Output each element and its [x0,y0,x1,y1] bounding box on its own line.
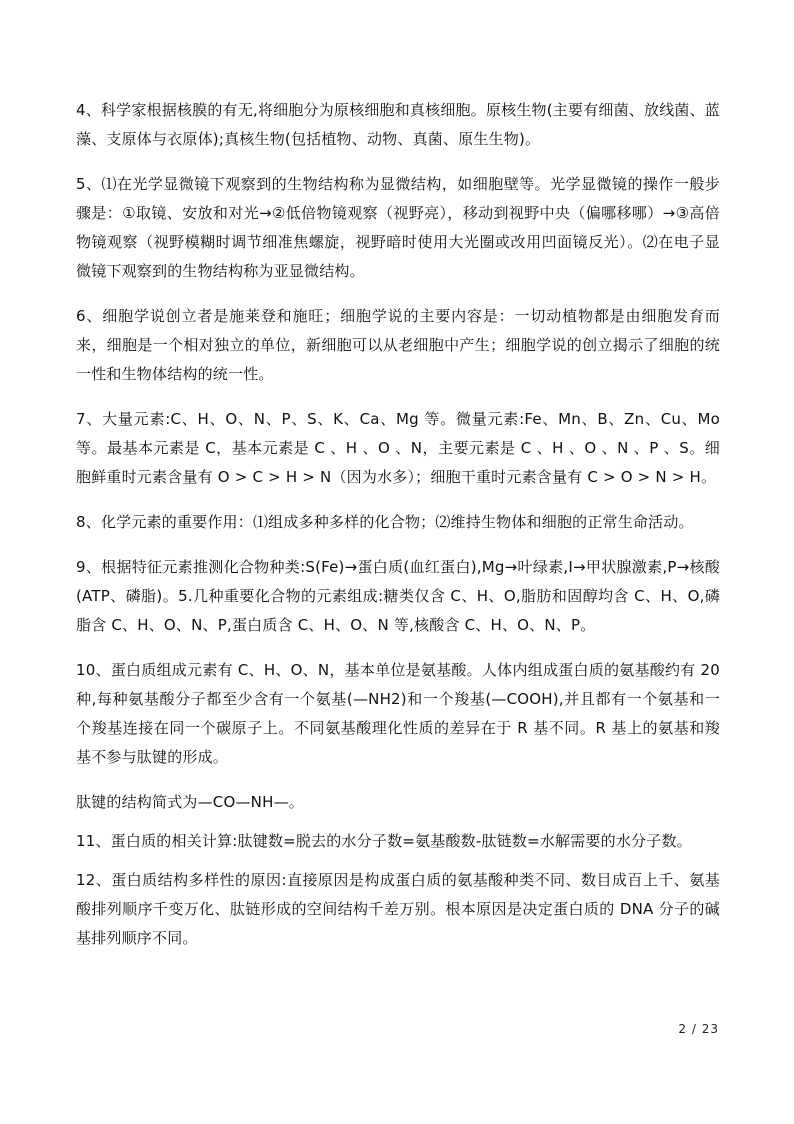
paragraph-11: 11、蛋白质的相关计算:肽键数=脱去的水分子数=氨基酸数-肽链数=水解需要的水分子数。 [76,832,692,850]
paragraph-7: 7、大量元素:C、H、O、N、P、S、K、Ca、Mg 等。微量元素:Fe、Mn、B、Zn、Cu、Mo 等。最基本元素是 C，基本元素是 C 、H 、O 、N，主要元素是 C 、H 、O 、N 、P 、S。细胞鲜重时元素含量有 O > C > H > N（因为水多）；细胞干重时元素含量有 C > O > N > H。 [76,410,720,486]
paragraph-10: 10、蛋白质组成元素有 C、H、O、N，基本单位是氨基酸。人体内组成蛋白质的氨基酸约有 20 种,每种氨基酸分子都至少含有一个氨基(—NH2)和一个羧基(—COOH),并且都有一个氨基和一个羧基连接在同一个碳原子上。不同氨基酸理化性质的差异在于 R 基不同。R 基上的氨基和羧基不参与肽键的形成。 [76,661,720,766]
paragraph-4: 4、科学家根据核膜的有无,将细胞分为原核细胞和真核细胞。原核生物(主要有细菌、放线菌、蓝藻、支原体与衣原体);真核生物(包括植物、动物、真菌、原生生物)。 [76,101,720,148]
page-content [76,96,720,969]
paragraph-12: 12、蛋白质结构多样性的原因:直接原因是构成蛋白质的氨基酸种类不同、数目成百上千、氨基酸排列顺序千变万化、肽链形成的空间结构千差万别。根本原因是决定蛋白质的 DNA 分子的碱基排列顺序不同。 [76,871,720,947]
paragraph-9: 9、根据特征元素推测化合物种类:S(Fe)→蛋白质(血红蛋白),Mg→叶绿素,I→甲状腺激素,P→核酸(ATP、磷脂)。5.几种重要化合物的元素组成:糖类仅含 C、H、O,脂肪和固醇均含 C、H、O,磷脂含 C、H、O、N、P,蛋白质含 C、H、O、N 等,核酸含 C、H、O、N、P。 [76,558,720,634]
page-number: 2 / 23 [678,1022,719,1036]
paragraph-peptide-bond: 肽键的结构简式为—CO—NH—。 [76,793,304,811]
paragraph-8: 8、化学元素的重要作用：⑴组成多种多样的化合物；⑵维持生物体和细胞的正常生命活动。 [76,513,694,531]
paragraph-6: 6、细胞学说创立者是施莱登和施旺；细胞学说的主要内容是：一切动植物都是由细胞发育而来，细胞是一个相对独立的单位，新细胞可以从老细胞中产生；细胞学说的创立揭示了细胞的统一性和生物体结构的统一性。 [76,307,720,383]
paragraph-5: 5、⑴在光学显微镜下观察到的生物结构称为显微结构，如细胞壁等。光学显微镜的操作一般步骤是：①取镜、安放和对光→②低倍物镜观察（视野亮），移动到视野中央（偏哪移哪）→③高倍物镜观察（视野模糊时调节细准焦螺旋，视野暗时使用大光圈或改用凹面镜反光）。⑵在电子显微镜下观察到的生物结构称为亚显微结构。 [76,175,720,280]
